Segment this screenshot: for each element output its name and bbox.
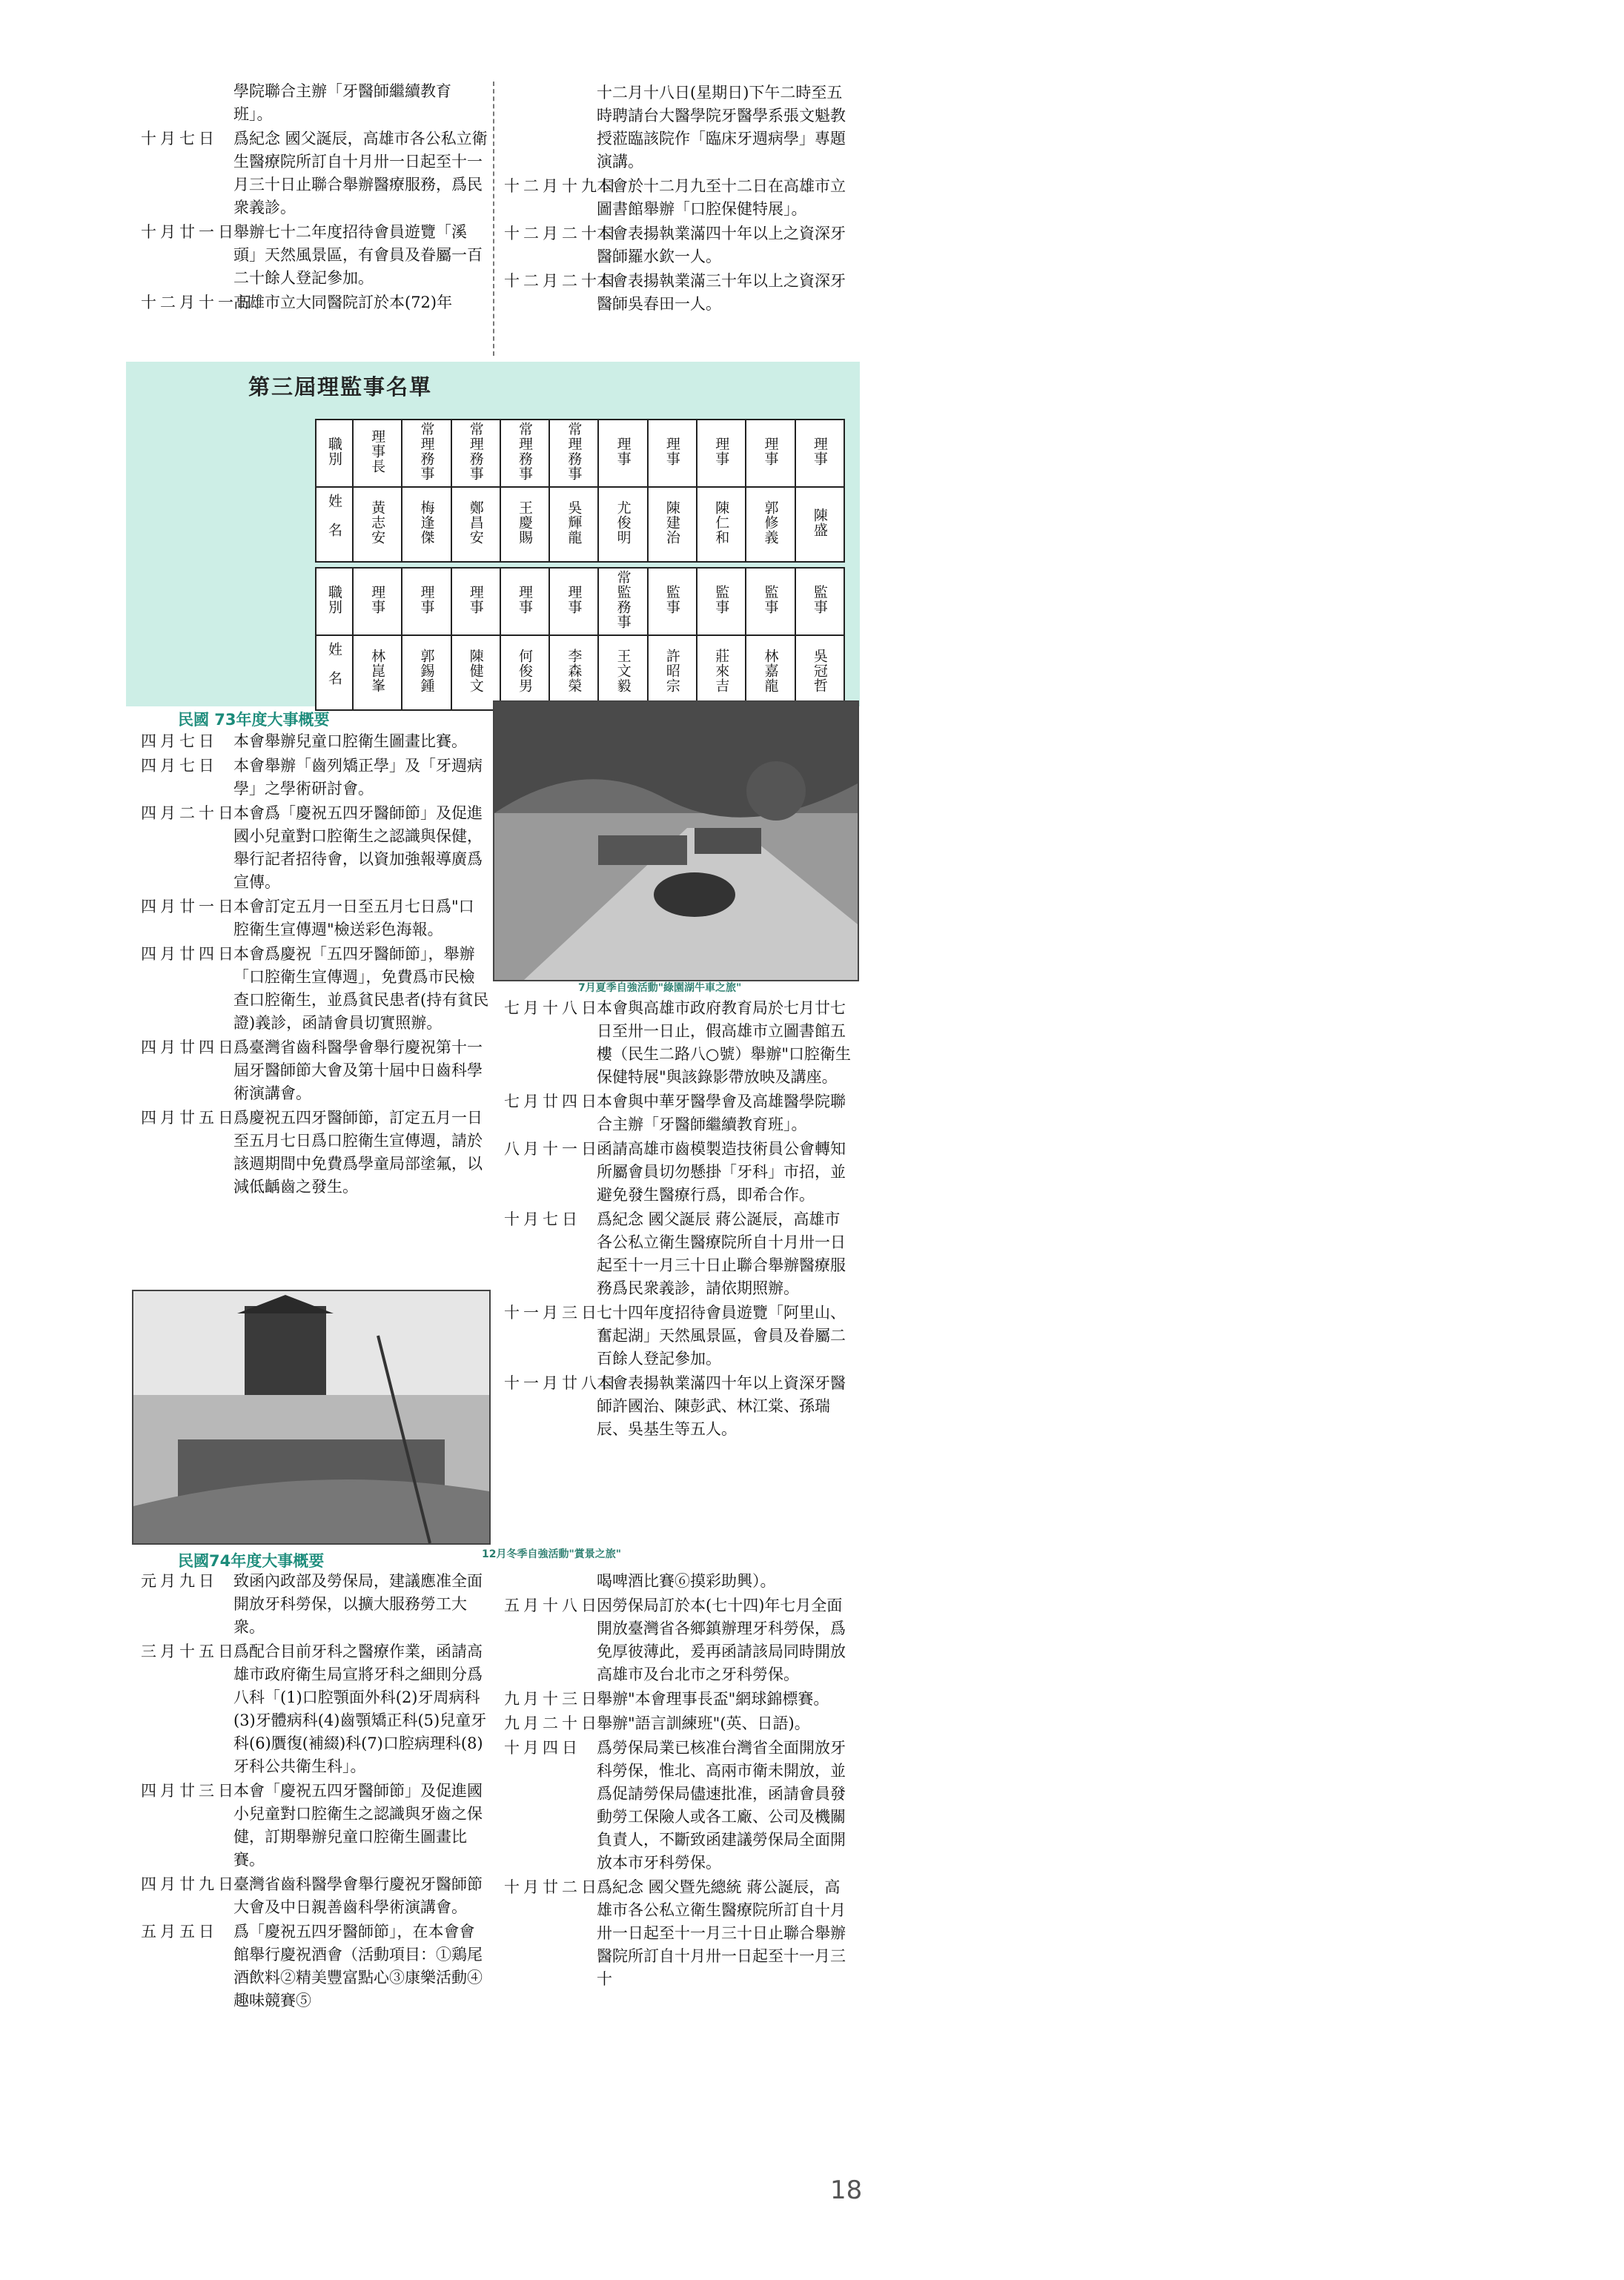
member-name: 陳建治 (663, 500, 680, 545)
event-text: 舉辦七十二年度招待會員遊覽「溪頭」天然風景區，有會員及眷屬一百二十餘人登記參加。 (233, 223, 483, 287)
event-entry (504, 1876, 852, 1991)
job-cell (746, 420, 795, 487)
event-entry (141, 895, 489, 941)
third-board-table-2 (315, 567, 845, 711)
name-cell (353, 487, 402, 562)
event-text: 學院聯合主辦「牙醫師繼續教育班」。 (233, 82, 451, 123)
event-text: 本會「慶祝五四牙醫師節」及促進國小兒童對口腔衛生之認識與牙齒之保健，訂期舉辦兒童口腔衛生圖畫比賽。 (233, 1782, 483, 1869)
name-cell (402, 635, 451, 710)
job-title: 常理務事 (467, 422, 484, 481)
member-name: 李森榮 (566, 649, 583, 693)
event-entry (141, 221, 489, 290)
job-title: 理事 (418, 585, 435, 614)
event-text: 爲紀念 國父誕辰，高雄市各公私立衛生醫療院所訂自十月卅一日起至十一月三十日止聯合舉辦醫療服務，爲民衆義診。 (233, 130, 488, 216)
name-cell (795, 635, 844, 710)
event-entry (141, 802, 489, 894)
name-row (316, 635, 844, 710)
event-date: 十二月十一日 (141, 294, 256, 311)
job-title: 常理務事 (517, 422, 534, 481)
name-cell (648, 487, 697, 562)
member-name: 郭修義 (762, 500, 779, 545)
name-cell (697, 487, 746, 562)
job-row (316, 420, 844, 487)
member-name: 莊來吉 (713, 649, 730, 693)
event-date: 十月廿二日 (504, 1878, 600, 1896)
event-date: 四月七日 (141, 757, 218, 775)
event-date: 十二月二十日 (504, 225, 620, 242)
member-name: 鄭昌安 (467, 500, 484, 545)
job-title: 常理務事 (566, 422, 583, 481)
event-text: 爲配合目前牙科之醫療作業，函請高雄市政府衛生局宣將牙科之細則分爲八科「(1)口腔顎面外科(2)牙周病科(3)牙體病科(4)齒顎矯正科(5)兒童牙科(6)贋復(補綴)科(7)口腔病理科(8)牙科公共衛生科」。 (233, 1643, 487, 1775)
name-cell (598, 635, 647, 710)
event-entry (141, 1570, 489, 1639)
third-board-title: 第三屆理監事名單 (248, 374, 433, 400)
year74-title: 民國74年度大事概要 (178, 1552, 325, 1570)
event-text: 爲紀念 國父誕辰 蔣公誕辰，高雄市各公私立衛生醫療院所自十月卅一日起至十一月三十日止聯合舉辦醫療服務爲民衆義診，請依期照辦。 (597, 1210, 846, 1297)
event-date: 四月廿一日 (141, 898, 237, 915)
event-date: 十月廿一日 (141, 223, 237, 241)
name-label: 姓名 (326, 494, 342, 551)
event-entry (504, 270, 852, 316)
job-cell (697, 420, 746, 487)
left-top-column (141, 80, 489, 316)
event-entry (141, 755, 489, 801)
job-cell (402, 420, 451, 487)
event-entry (504, 997, 852, 1089)
job-title: 理事 (369, 585, 386, 614)
event-date: 十一月三日 (504, 1304, 600, 1322)
winter-trip-photo-svg (133, 1291, 489, 1543)
job-cell (353, 568, 402, 635)
name-cell (500, 487, 549, 562)
event-entry (141, 943, 489, 1035)
event-text: 函請高雄市齒模製造技術員公會轉知所屬會員切勿懸掛「牙科」市招，並避免發生醫療行爲，即希合作。 (597, 1140, 846, 1204)
event-date: 九月二十日 (504, 1714, 600, 1732)
member-name: 何俊男 (517, 649, 534, 693)
event-date: 四月廿五日 (141, 1109, 237, 1127)
name-cell (648, 635, 697, 710)
event-date: 四月七日 (141, 732, 218, 750)
event-text: 本會爲慶祝「五四牙醫師節」，舉辦「口腔衛生宣傳週」，免費爲市民檢查口腔衛生，並爲貧民患者(持有貧民證)義診，函請會員切實照辦。 (233, 945, 489, 1032)
event-text: 舉辦"本會理事長盃"網球錦標賽。 (597, 1690, 829, 1708)
event-date (504, 1570, 597, 1593)
name-cell (353, 635, 402, 710)
event-text: 因勞保局訂於本(七十四)年七月全面開放臺灣省各鄉鎮辦理牙科勞保，爲免厚彼薄此，爰再函請該局同時開放高雄市及台北市之牙科勞保。 (597, 1597, 846, 1683)
job-row (316, 568, 844, 635)
member-name: 許昭宗 (663, 649, 680, 693)
job-cell (451, 420, 500, 487)
event-date: 三月十五日 (141, 1643, 237, 1660)
event-date (504, 82, 597, 173)
year73-title: 民國 73年度大事概要 (178, 711, 330, 729)
event-date: 五月十八日 (504, 1597, 600, 1614)
event-entry (504, 222, 852, 268)
name-cell (549, 635, 598, 710)
job-title: 理事 (467, 585, 484, 614)
event-text: 舉辦"語言訓練班"(英、日語)。 (597, 1714, 810, 1732)
event-text: 本會表揚執業滿四十年以上資深牙醫師許國治、陳彭武、林江棠、孫瑞辰、吳基生等五人。 (597, 1374, 846, 1438)
job-label-cell (316, 420, 353, 487)
job-cell (598, 420, 647, 487)
event-entry (504, 1208, 852, 1300)
year73-left-column (141, 730, 489, 1200)
event-date: 十月七日 (141, 130, 218, 148)
event-date: 四月廿四日 (141, 945, 237, 963)
event-date: 七月十八日 (504, 999, 600, 1017)
name-label: 姓名 (326, 642, 342, 700)
member-name: 黃志安 (369, 500, 386, 545)
event-entry (141, 1921, 489, 2012)
job-cell (648, 420, 697, 487)
name-cell (746, 635, 795, 710)
event-entry (504, 1302, 852, 1371)
event-date: 十月七日 (504, 1210, 581, 1228)
event-date: 四月廿九日 (141, 1875, 237, 1893)
job-title: 理事 (663, 437, 680, 466)
name-cell (598, 487, 647, 562)
member-name: 郭錫鍾 (418, 649, 435, 693)
photo1-caption: 7月夏季自強活動"綠園湖牛車之旅" (578, 982, 742, 994)
event-text: 本會舉辦「齒列矯正學」及「牙週病學」之學術研討會。 (233, 757, 483, 798)
job-label: 職別 (326, 585, 342, 614)
name-cell (549, 487, 598, 562)
event-date: 十月四日 (504, 1739, 581, 1757)
year74-mid-column (504, 1570, 852, 1992)
job-cell (795, 420, 844, 487)
name-cell (451, 635, 500, 710)
event-text: 喝啤酒比賽⑥摸彩助興）。 (597, 1572, 776, 1590)
job-title: 監事 (663, 585, 680, 614)
event-entry (504, 82, 852, 173)
job-title: 理事 (713, 437, 730, 466)
job-cell (598, 568, 647, 635)
event-date: 十二月二十日 (504, 272, 620, 290)
event-date: 十一月廿八日 (504, 1374, 620, 1392)
event-text: 本會爲「慶祝五四牙醫師節」及促進國小兒童對口腔衛生之認識與保健，舉行記者招待會，以資加強報導廣爲宣傳。 (233, 804, 483, 891)
event-text: 本會訂定五月一日至五月七日爲"口腔衛生宣傳週"檢送彩色海報。 (233, 898, 474, 938)
member-name: 林崑峯 (369, 649, 386, 693)
member-name: 林嘉龍 (762, 649, 779, 693)
event-date: 九月十三日 (504, 1690, 600, 1708)
year73-mid-column (504, 997, 852, 1442)
event-date: 七月廿四日 (504, 1093, 600, 1110)
job-cell (500, 420, 549, 487)
event-entry (141, 291, 489, 314)
mid-top-column (504, 82, 852, 317)
event-text: 本會與高雄市政府教育局於七月廿七日至卅一日止，假高雄市立圖書館五樓（民生二路八○號）舉辦"口腔衛生保健特展"與該錄影帶放映及講座。 (597, 999, 851, 1086)
member-name: 梅逢傑 (418, 500, 435, 545)
member-name: 陳健文 (467, 649, 484, 693)
event-date: 四月廿三日 (141, 1782, 237, 1800)
job-cell (795, 568, 844, 635)
event-entry (504, 175, 852, 221)
photo-ox-cart-trip (493, 700, 859, 981)
event-text: 本會舉辦兒童口腔衛生圖畫比賽。 (233, 732, 467, 750)
event-text: 本會於十二月九至十二日在高雄市立圖書館舉辦「口腔保健特展」。 (597, 177, 846, 218)
year74-left-column (141, 1570, 489, 2014)
event-date: 元月九日 (141, 1572, 218, 1590)
job-cell (746, 568, 795, 635)
event-text: 七十四年度招待會員遊覽「阿里山、奮起湖」天然風景區，會員及眷屬二百餘人登記參加。 (597, 1304, 846, 1368)
name-cell (451, 487, 500, 562)
photo-winter-trip (132, 1290, 491, 1545)
event-entry (141, 1036, 489, 1105)
event-text: 本會表揚執業滿四十年以上之資深牙醫師羅水欽一人。 (597, 225, 846, 265)
event-entry (141, 80, 489, 126)
member-name: 尤俊明 (614, 500, 632, 545)
event-entry (504, 1688, 852, 1711)
name-row (316, 487, 844, 562)
job-cell (353, 420, 402, 487)
job-label: 職別 (326, 437, 342, 466)
job-cell (500, 568, 549, 635)
name-cell (697, 635, 746, 710)
event-date: 四月二十日 (141, 804, 237, 822)
event-text: 高雄市立大同醫院訂於本(72)年 (233, 294, 453, 311)
member-name: 王慶賜 (517, 500, 534, 545)
event-entry (141, 127, 489, 219)
member-name: 陳盛 (811, 508, 828, 537)
job-title: 理事長 (369, 429, 386, 474)
name-cell (746, 487, 795, 562)
event-entry (141, 1780, 489, 1872)
divider-top (493, 82, 494, 356)
event-text: 爲勞保局業已核准台灣省全面開放牙科勞保，惟北、高兩市衛未開放，並爲促請勞保局儘速批准，函請會員發動勞工保險人或各工廠、公司及機關負責人，不斷致函建議勞保局全面開放本市牙科勞保。 (597, 1739, 846, 1872)
name-label-cell (316, 487, 353, 562)
event-entry (504, 1737, 852, 1875)
event-entry (504, 1372, 852, 1441)
job-title: 理事 (566, 585, 583, 614)
member-name: 吳冠哲 (811, 649, 828, 693)
job-cell (549, 420, 598, 487)
name-cell (402, 487, 451, 562)
event-entry (141, 1873, 489, 1919)
event-entry (141, 1107, 489, 1199)
third-board-table-1 (315, 419, 845, 563)
job-title: 常理務事 (418, 422, 435, 481)
event-text: 爲臺灣省齒科醫學會舉行慶祝第十一屆牙醫師節大會及第十屆中日齒科學術演講會。 (233, 1038, 483, 1102)
event-text: 本會表揚執業滿三十年以上之資深牙醫師吳春田一人。 (597, 272, 846, 313)
job-title: 理事 (517, 585, 534, 614)
job-cell (549, 568, 598, 635)
ox-cart-photo-svg (494, 702, 858, 980)
event-entry (141, 730, 489, 753)
event-entry (141, 1640, 489, 1778)
name-cell (795, 487, 844, 562)
event-text: 爲慶祝五四牙醫師節，訂定五月一日至五月七日爲口腔衛生宣傳週，請於該週期間中免費爲學童局部塗氟，以減低齲齒之發生。 (233, 1109, 483, 1196)
job-title: 監事 (762, 585, 779, 614)
event-text: 本會與中華牙醫學會及高雄醫學院聯合主辦「牙醫師繼續教育班」。 (597, 1093, 846, 1133)
member-name: 吳輝龍 (566, 500, 583, 545)
event-date: 四月廿四日 (141, 1038, 237, 1056)
event-entry (504, 1570, 852, 1593)
job-title: 理事 (811, 437, 828, 466)
event-text: 十二月十八日(星期日)下午二時至五時聘請台大醫學院牙醫學系張文魁教授蒞臨該院作「臨床牙週病學」專題演講。 (597, 84, 846, 170)
job-title: 監事 (713, 585, 730, 614)
job-title: 監事 (811, 585, 828, 614)
name-cell (500, 635, 549, 710)
job-title: 理事 (762, 437, 779, 466)
event-text: 爲「慶祝五四牙醫師節」，在本會會館舉行慶祝酒會（活動項目：①鶏尾酒飲料②精美豐富點心③康樂活動④趣味競賽⑤ (233, 1923, 483, 2009)
event-date (141, 80, 233, 126)
event-entry (504, 1712, 852, 1735)
name-label-cell (316, 635, 353, 710)
event-date: 八月十一日 (504, 1140, 600, 1158)
job-cell (402, 568, 451, 635)
job-title: 理事 (614, 437, 632, 466)
event-text: 臺灣省齒科醫學會舉行慶祝牙醫師節大會及中日親善齒科學術演講會。 (233, 1875, 483, 1916)
page-number: 18 (830, 2175, 863, 2205)
job-cell (697, 568, 746, 635)
job-title: 常監務事 (614, 570, 632, 629)
job-label-cell (316, 568, 353, 635)
photo2-caption: 12月冬季自強活動"賞景之旅" (482, 1548, 622, 1560)
event-text: 致函內政部及勞保局，建議應准全面開放牙科勞保，以擴大服務勞工大衆。 (233, 1572, 483, 1636)
event-entry (504, 1138, 852, 1207)
event-text: 爲紀念 國父暨先總統 蔣公誕辰，高雄市各公私立衛生醫療院所訂自十月卅一日起至十一月三十日止聯合舉辦醫院所訂自十月卅一日起至十一月三十 (597, 1878, 846, 1988)
job-cell (451, 568, 500, 635)
event-date: 十二月十九日 (504, 177, 620, 195)
member-name: 陳仁和 (713, 500, 730, 545)
member-name: 王文毅 (614, 649, 632, 693)
job-cell (648, 568, 697, 635)
event-entry (504, 1594, 852, 1686)
event-date: 五月五日 (141, 1923, 218, 1941)
event-entry (504, 1090, 852, 1136)
